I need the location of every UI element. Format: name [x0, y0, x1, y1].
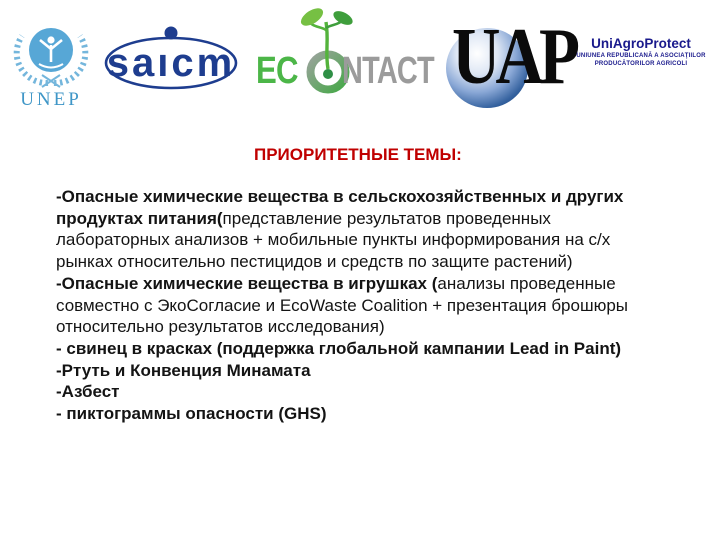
uap-letters: UAP: [452, 13, 575, 101]
uniagroprotect-title: UniAgroProtect: [591, 36, 691, 51]
econtact-ec-text: EC: [256, 50, 298, 92]
text-line: [56, 186, 628, 208]
text-run: -Опасные химические вещества в игрушках (: [56, 273, 438, 293]
text-line: [56, 251, 628, 273]
text-run: -Азбест: [56, 382, 120, 402]
saicm-logo: [102, 24, 240, 100]
saicm-orbit-icon: [102, 24, 240, 100]
unep-emblem-icon: [8, 12, 94, 88]
text-run: - свинец в красках (поддержка глобальной кампании Lead in Paint): [56, 338, 622, 358]
text-run: лабораторных анализов + мобильные пункты информирования на с/х: [56, 230, 611, 250]
text-line: [56, 360, 628, 382]
text-run: -Опасные химические вещества в сельскохозяйственных и других: [56, 187, 624, 206]
text-run: представление результатов проведенных: [222, 208, 551, 228]
page-title: ПРИОРИТЕТНЫЕ ТЕМЫ:: [254, 145, 462, 164]
text-line: [56, 338, 628, 360]
saicm-text: saıcm: [106, 41, 236, 85]
text-run: продуктах питания(: [56, 208, 223, 228]
econtact-logo: [256, 6, 438, 100]
uniagroprotect-subtitle-line1: UNIUNEA REPUBLICANĂ A ASOCIAŢIILOR: [576, 53, 706, 59]
text-run: рынках относительно пестицидов и средств по защите растений): [56, 252, 573, 272]
unep-label: UNEP: [20, 89, 82, 110]
text-line: [56, 208, 628, 230]
uniagroprotect-subtitle-line2: PRODUCĂTORILOR AGRICOLI: [594, 60, 688, 67]
text-run: совместно с ЭкоСогласие и EcoWaste Coalition + презентация брошюры: [56, 295, 629, 315]
text-run: -Ртуть и Конвенция Минамата: [56, 360, 311, 380]
text-line: [56, 295, 628, 317]
text-line: [56, 273, 628, 295]
uniagroprotect-logo: [574, 36, 708, 68]
text-line: [56, 316, 628, 338]
text-line: [56, 403, 628, 425]
body-text: [56, 186, 628, 425]
econtact-ntact-text: NTACT: [342, 50, 434, 92]
text-line: [56, 381, 628, 403]
text-run: анализы проведенные: [437, 273, 616, 293]
unep-logo: [8, 12, 94, 108]
text-line: [56, 229, 628, 251]
text-run: относительно результатов исследования): [56, 317, 385, 337]
uap-logo: [444, 13, 575, 108]
text-run: - пиктограммы опасности (GHS): [56, 404, 327, 424]
